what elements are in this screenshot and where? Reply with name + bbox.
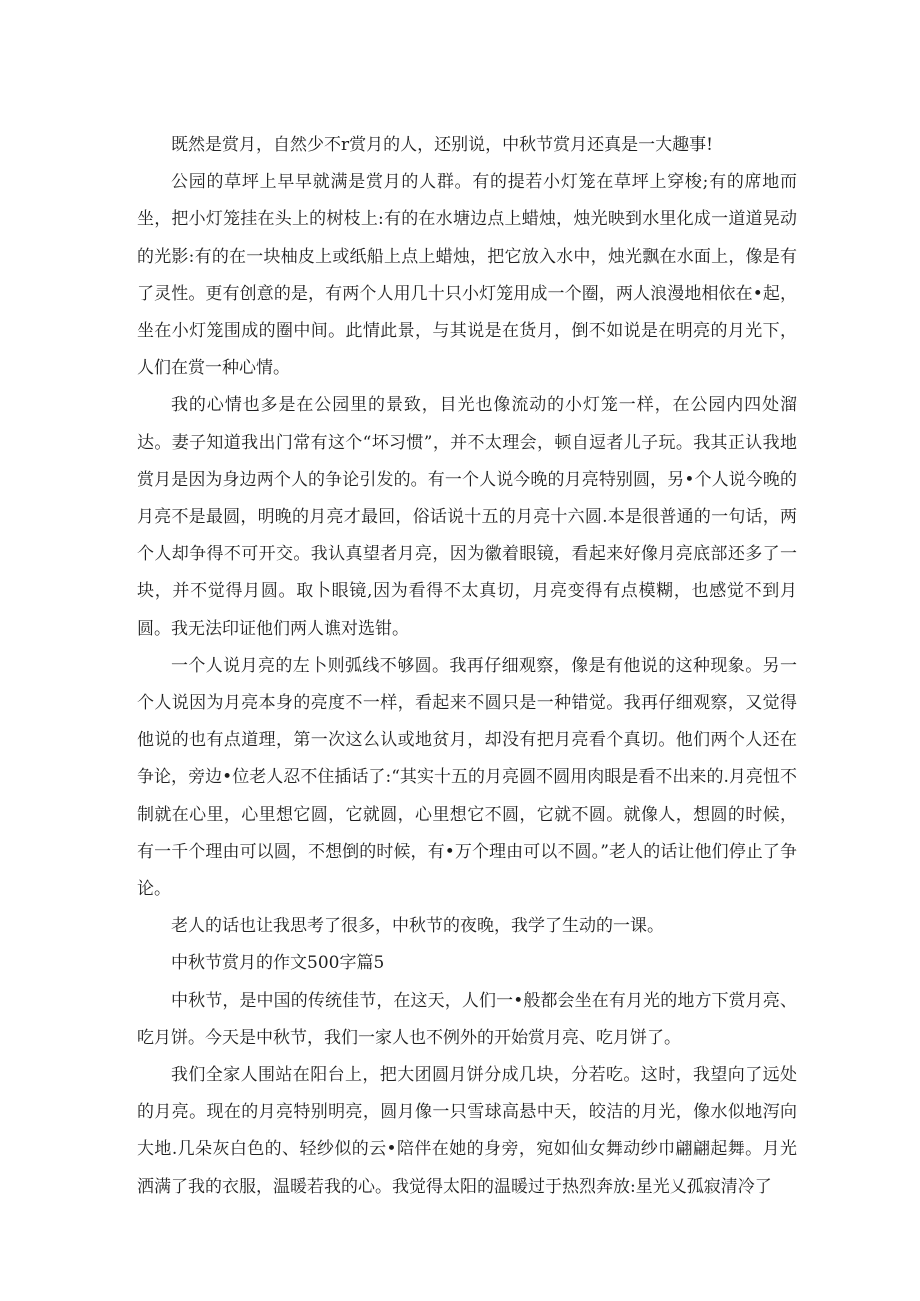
essay-body (137, 127, 797, 1206)
paragraph-festival: 中秋节，是中国的传统佳节，在这天，人们一•般都会坐在有月光的地方下赏月亮、吃月饼。今天是中秋节，我们一家人也不例外的开始赏月亮、吃月饼了。 (137, 990, 797, 1048)
paragraph-intro: 既然是赏月，自然少不r赏月的人，还别说，中秋节赏月还真是一大趣事! (171, 135, 713, 155)
paragraph-balcony: 我们全家人围站在阳台上，把大团圆月饼分成几块，分若吃。这时，我望向了远处的月亮。现在的月亮特别明亮，圆月像一只雪球高悬中天，皎洁的月光，像水似地泻向大地.几朵灰白色的、轻纱似的云•陪伴在她的身旁，宛如仙女舞动纱巾翩翩起舞。月光洒满了我的衣服，温暖若我的心。我觉得太阳的温暖过于热烈奔放:星光乂孤寂清冷了 (137, 1065, 797, 1197)
paragraph-lesson: 老人的话也让我思考了很多，中秋节的夜晚，我学了生动的一课。 (171, 916, 664, 937)
paragraph-debate-start: 我的心情也多是在公园里的景致，目光也像流动的小灯笼一样，在公园内四处溜达。妻子知道我出门常有这个“坏习惯”，并不太理会，顿自逗者儿子玩。我其正认我地赏月是因为身边两个人的争论引发的。有一个人说今晚的月亮特别圆，另•个人说今晚的月亮不是最圆，明晚的月亮才最回，俗话说十五的月亮十六圆.本是很普通的一句话，两个人却争得不可开交。我认真望者月亮，因为徽着眼镜，看起来好像月亮底部还多了一块，并不觉得月圆。取卜眼镜,因为看得不太真切，月亮变得有点模糊，也感觉不到月圆。我无法印证他们两人谯对选钳。 (137, 395, 797, 639)
paragraph-old-man: 一个人说月亮的左卜则弧线不够圆。我再仔细观察，像是有他说的这种现象。另一个人说因为月亮本身的亮度不一样，看起来不圆只是一种错觉。我再仔细观察，又觉得他说的也有点道理，第一次这么认或地贫月，却没有把月亮看个真切。他们两个人还在争论，旁边•位老人忍不住插话了:“其实十五的月亮圆不圆用肉眼是看不出来的.月亮忸不制就在心里，心里想它圆，它就圆，心里想它不圆，它就不圆。就像人，想圆的时候，有一千个理由可以圆，不想倒的时候，有•万个理由可以不圆。”老人的话让他们停止了争论。 (137, 655, 797, 900)
essay-title: 中秋节赏月的作文500字篇5 (171, 953, 385, 974)
paragraph-park-scene: 公园的草坪上早早就满是赏月的人群。有的提若小灯笼在草坪上穿梭;有的席地而坐，把小灯笼挂在头上的树枝上:有的在水塘边点上蜡烛，烛光映到水里化成一道道晃动的光影:有的在一块柚皮上或纸船上点上蜡烛，把它放入水中，烛光飘在水面上，像是有了灵性。更有创意的是，有两个人用几十只小灯笼用成一个圈，两人浪漫地相依在•起，坐在小灯笼围成的圈中间。此情此景，与其说是在货月，倒不如说是在明亮的月光下，人们在赏一种心情。 (137, 172, 797, 379)
